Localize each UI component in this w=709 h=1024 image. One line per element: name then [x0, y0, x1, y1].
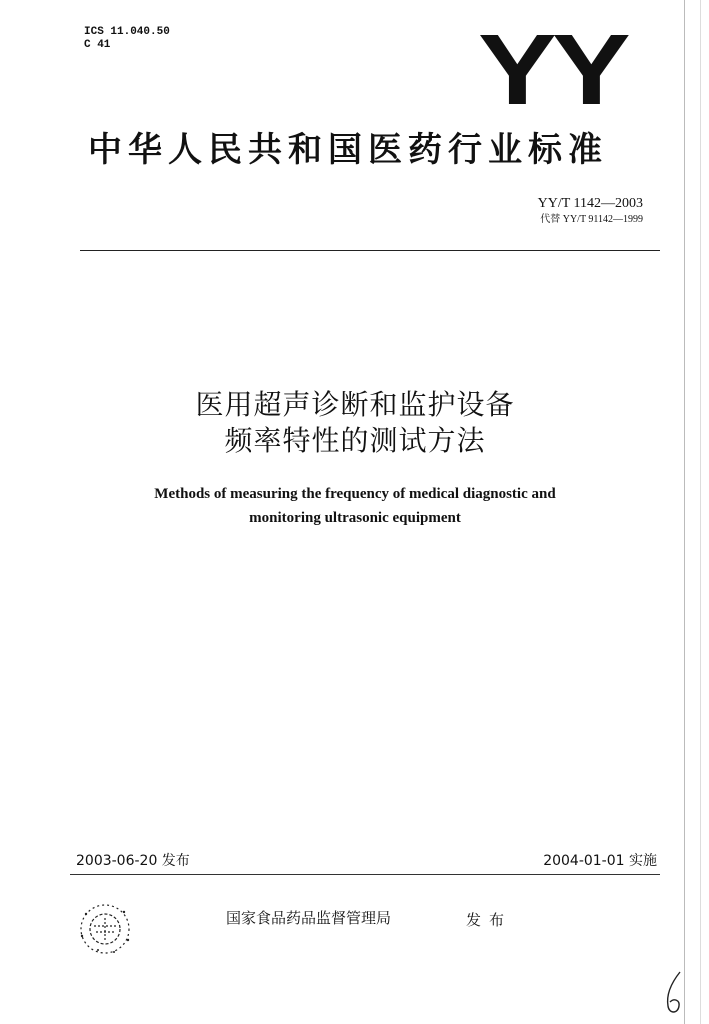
standard-title: 中华人民共和国医药行业标准	[88, 130, 608, 170]
yy-logo: YY	[478, 14, 626, 126]
issue-date: 2003-06-20 发布	[76, 853, 190, 869]
ics-code: ICS 11.040.50	[84, 26, 170, 38]
scan-edge-line	[684, 0, 685, 1024]
category-code: C 41	[84, 39, 111, 51]
footer-divider	[70, 874, 660, 875]
header-divider	[80, 250, 660, 251]
standard-number: YY/T 1142—2003	[537, 196, 643, 211]
effective-date: 2004-01-01 实施	[543, 853, 657, 869]
document-title-en-line2: monitoring ultrasonic equipment	[249, 510, 461, 526]
document-title-en-line1: Methods of measuring the frequency of medical diagnostic and	[154, 486, 556, 502]
document-title-zh-line2: 频率特性的测试方法	[224, 424, 486, 457]
replaces-note: 代替 YY/T 91142—1999	[540, 214, 643, 225]
classification-codes	[84, 26, 170, 52]
standard-number-block	[538, 196, 643, 228]
scan-edge-line	[700, 0, 701, 1024]
publish-label: 发布	[466, 911, 513, 929]
document-title-zh-line1: 医用超声诊断和监护设备	[195, 388, 515, 421]
issuing-authority: 国家食品药品监督管理局	[226, 909, 392, 927]
handwritten-mark-icon	[662, 968, 688, 1018]
official-seal-icon	[74, 900, 136, 958]
